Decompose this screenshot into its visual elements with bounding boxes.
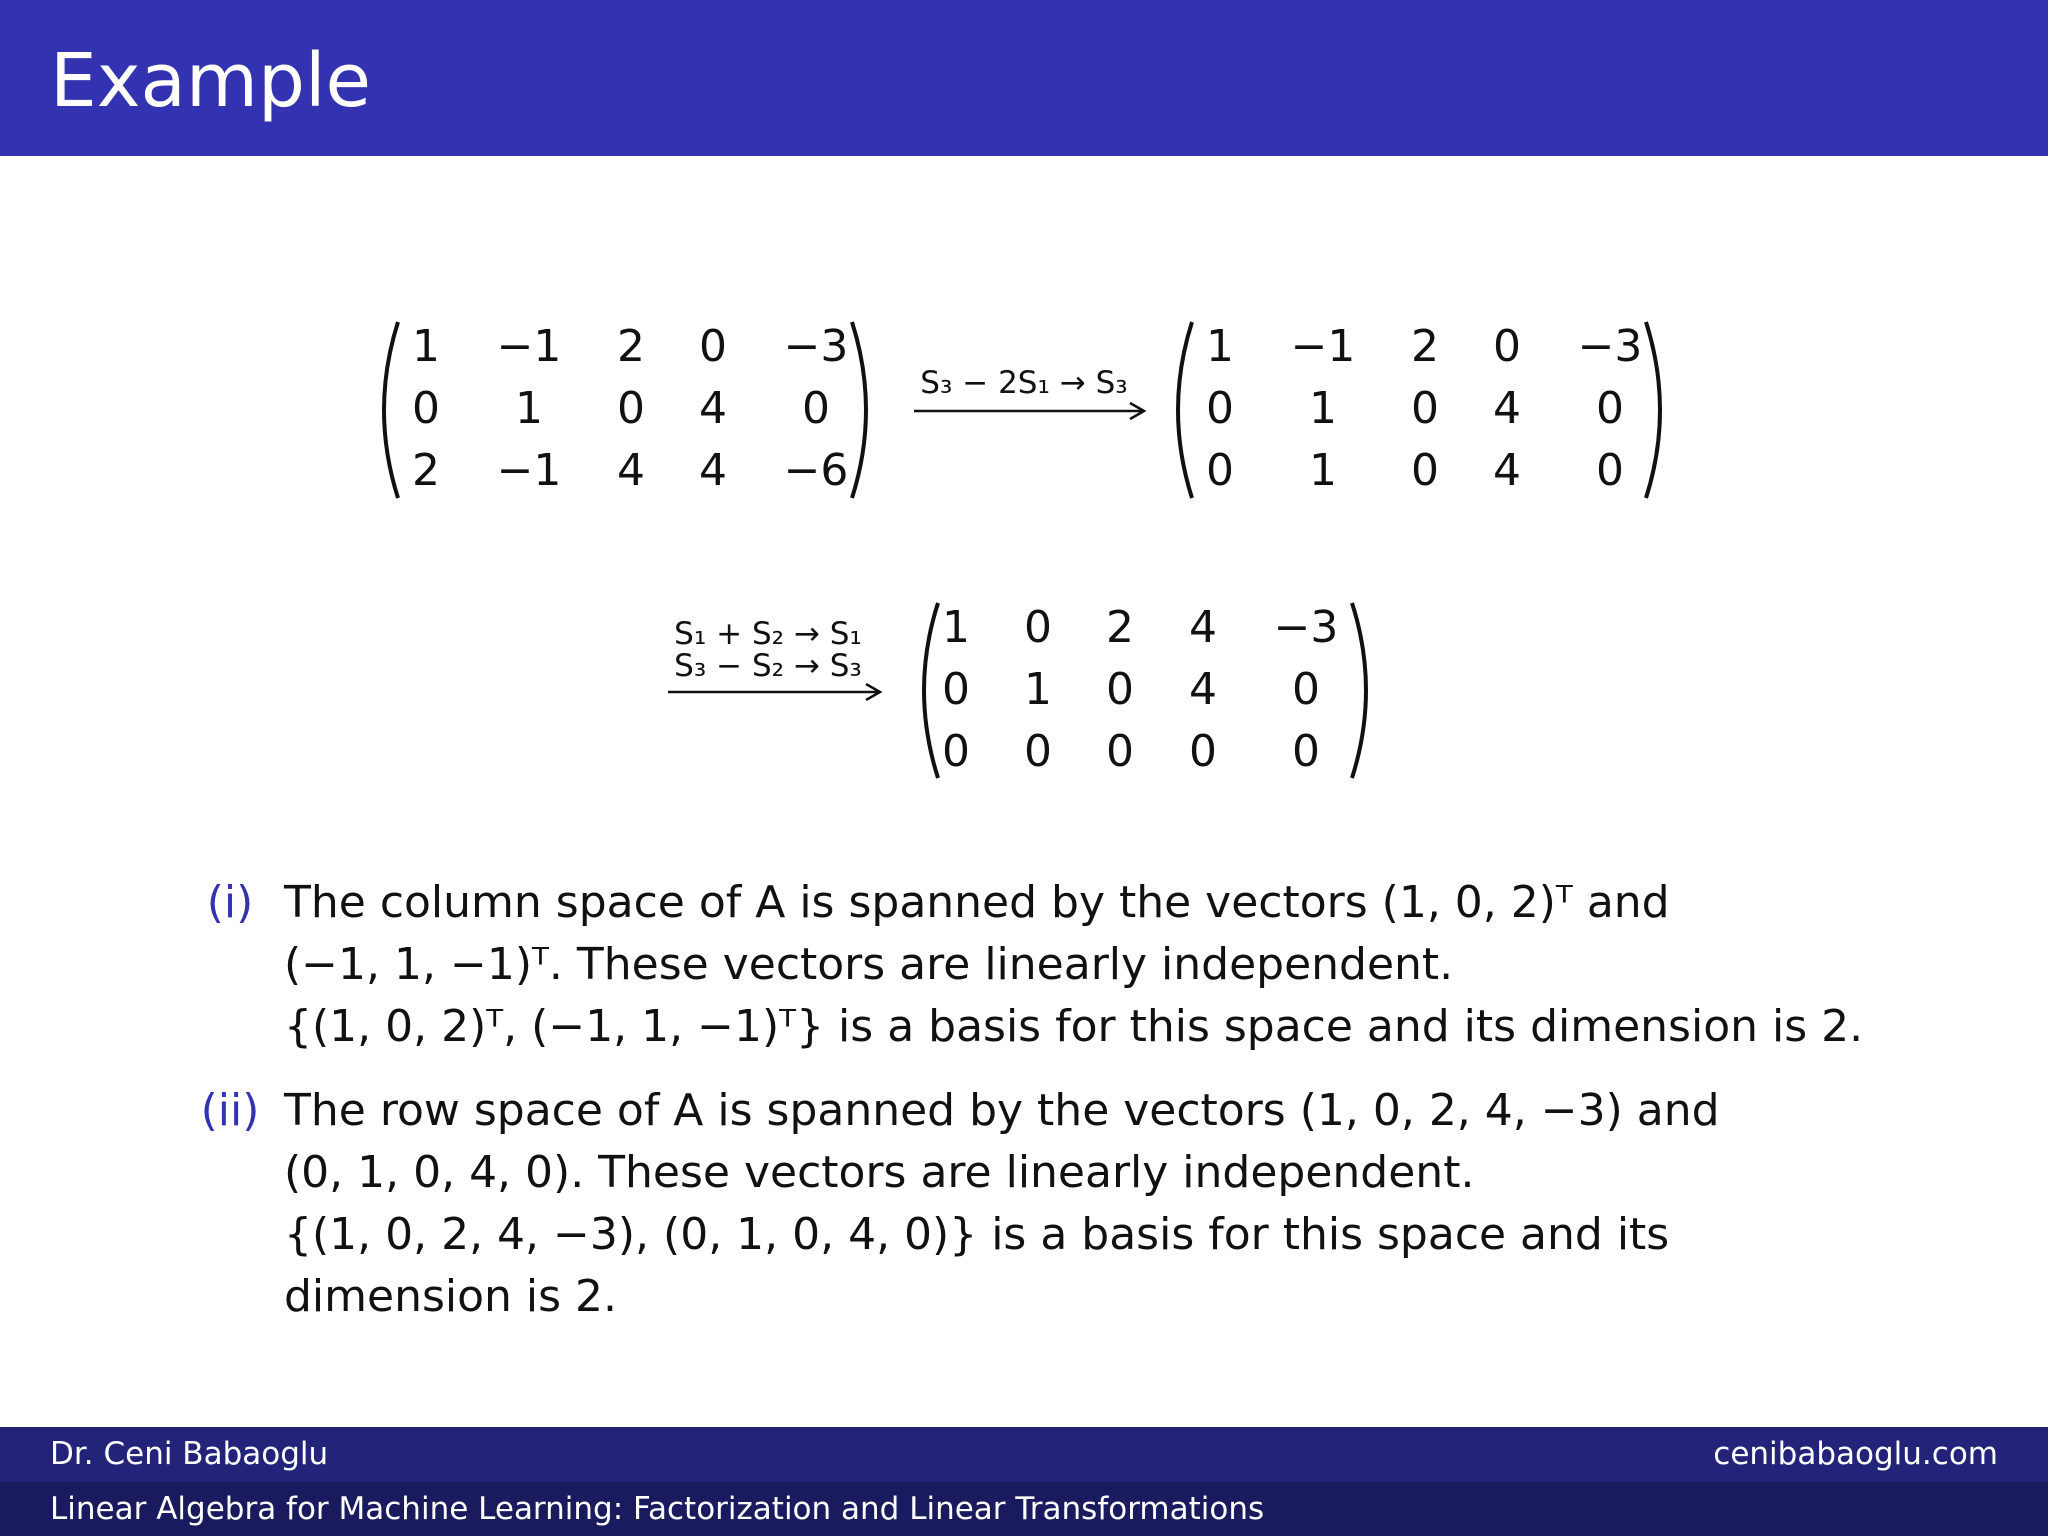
matrix-cell: 0 (1411, 445, 1439, 496)
matrix-step-1 (1178, 321, 1660, 498)
matrix-cell: 2 (412, 445, 440, 496)
operation-label: S₃ − 2S₁ → S₃ (920, 365, 1128, 401)
right-paren (1646, 322, 1660, 498)
footer-website: cenibabaoglu.com (1713, 1436, 1998, 1472)
matrix-cell: −1 (496, 321, 562, 372)
footer-author-bar (0, 1427, 2048, 1482)
matrix-cell: 0 (1292, 726, 1320, 777)
matrix-cell: 1 (1309, 445, 1337, 496)
matrix-original (384, 321, 866, 498)
matrix-cell: 0 (617, 383, 645, 434)
matrix-cell: 1 (942, 602, 970, 653)
matrix-cell: 4 (699, 445, 727, 496)
right-paren (852, 322, 866, 498)
matrix-cell: −1 (1290, 321, 1356, 372)
matrix-cell: 1 (412, 321, 440, 372)
text-line: The row space of A is spanned by the vectors (1, 0, 2, 4, −3) and (284, 1085, 1720, 1136)
text-line: {(1, 0, 2, 4, −3), (0, 1, 0, 4, 0)} is a basis for this space and its (284, 1209, 1670, 1260)
text-line: (0, 1, 0, 4, 0). These vectors are linearly independent. (284, 1147, 1475, 1198)
matrix-cell: 0 (1106, 664, 1134, 715)
matrix-cell: 0 (1189, 726, 1217, 777)
matrix-cell: 4 (1189, 664, 1217, 715)
list-item (190, 872, 1990, 1058)
matrix-cell: −1 (496, 445, 562, 496)
matrix-cell: 0 (699, 321, 727, 372)
matrix-cell: 1 (515, 383, 543, 434)
matrix-cell: 1 (1309, 383, 1337, 434)
matrix-cell: 0 (942, 726, 970, 777)
matrix-cell: 0 (1596, 445, 1624, 496)
operation-label: S₁ + S₂ → S₁ (674, 616, 862, 652)
left-paren (384, 322, 398, 498)
matrix-cell: 0 (802, 383, 830, 434)
matrix-reduced (924, 602, 1366, 778)
text-line: The column space of A is spanned by the vectors (1, 0, 2)ᵀ and (284, 877, 1670, 928)
matrix-cell: 0 (412, 383, 440, 434)
text-line: dimension is 2. (284, 1271, 618, 1322)
right-paren (1352, 603, 1366, 778)
matrix-cell: 0 (1292, 664, 1320, 715)
matrix-cell: 0 (1493, 321, 1521, 372)
matrix-cell: 0 (1024, 726, 1052, 777)
row-operation-2 (668, 616, 880, 700)
matrix-cell: −3 (1273, 602, 1339, 653)
matrix-cell: 2 (1411, 321, 1439, 372)
matrix-cell: 2 (1106, 602, 1134, 653)
matrix-cell: 0 (1411, 383, 1439, 434)
matrix-cell: 0 (942, 664, 970, 715)
matrix-cell: 1 (1024, 664, 1052, 715)
matrix-cell: 4 (1493, 445, 1521, 496)
footer-course-title: Linear Algebra for Machine Learning: Factorization and Linear Transformations (50, 1491, 1265, 1527)
matrix-cell: −6 (783, 445, 849, 496)
matrix-cell: −3 (783, 321, 849, 372)
matrix-cell: 0 (1206, 445, 1234, 496)
matrix-cell: −3 (1577, 321, 1643, 372)
matrix-cell: 0 (1596, 383, 1624, 434)
text-line: (−1, 1, −1)ᵀ. These vectors are linearly independent. (284, 939, 1454, 990)
matrix-cell: 0 (1024, 602, 1052, 653)
left-paren (924, 603, 938, 778)
footer-author: Dr. Ceni Babaoglu (50, 1436, 329, 1472)
row-operation-1 (914, 365, 1144, 419)
explanation-list (190, 872, 1990, 1350)
left-paren (1178, 322, 1192, 498)
matrix-cell: 4 (617, 445, 645, 496)
slide-title: Example (50, 38, 372, 124)
list-marker: (i) (206, 877, 254, 928)
matrix-cell: 4 (699, 383, 727, 434)
list-marker: (ii) (200, 1085, 260, 1136)
matrix-cell: 4 (1493, 383, 1521, 434)
footer-course-bar (0, 1482, 2048, 1536)
matrix-cell: 0 (1106, 726, 1134, 777)
list-item (190, 1080, 1990, 1328)
matrix-cell: 2 (617, 321, 645, 372)
text-line: {(1, 0, 2)ᵀ, (−1, 1, −1)ᵀ} is a basis for this space and its dimension is 2. (284, 1001, 1864, 1052)
matrix-cell: 4 (1189, 602, 1217, 653)
operation-label: S₃ − S₂ → S₃ (674, 648, 862, 684)
matrix-cell: 1 (1206, 321, 1234, 372)
matrix-cell: 0 (1206, 383, 1234, 434)
